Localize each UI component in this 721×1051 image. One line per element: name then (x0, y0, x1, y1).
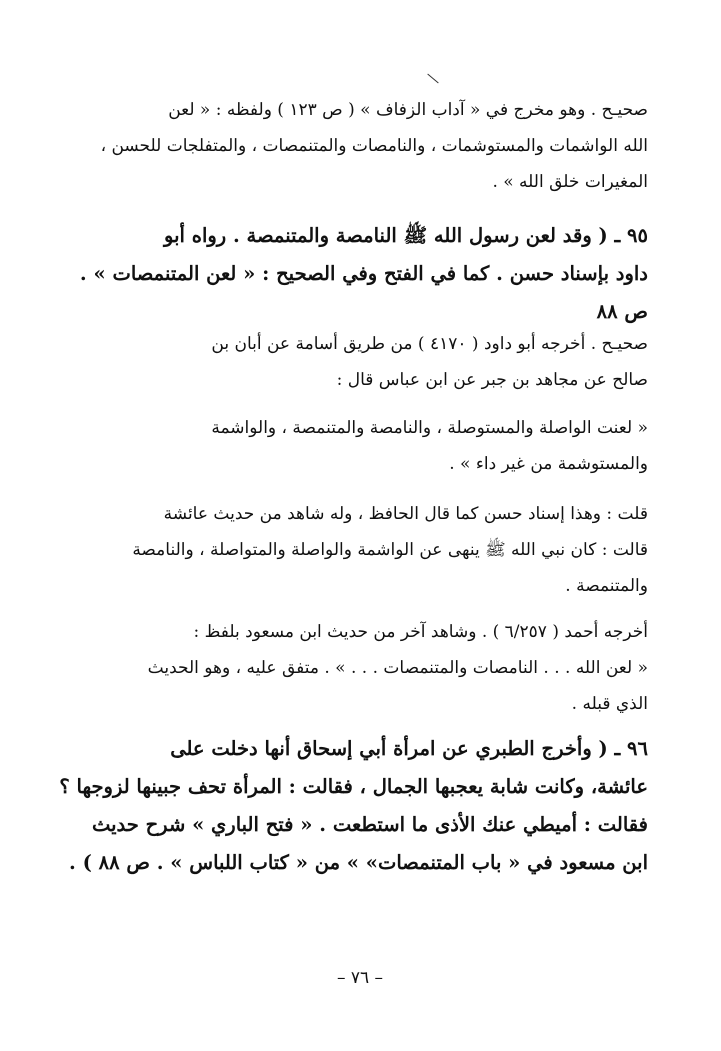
text-line: والمستوشمة من غير داء » . (449, 454, 648, 474)
text-line: قلت : وهذا إسناد حسن كما قال الحافظ ، وله شاهد من حديث عائشة (163, 504, 648, 524)
page-number: – ٧٦ – (336, 968, 384, 988)
text-line: « لعنت الواصلة والمستوصلة ، والنامصة والمتنمصة ، والواشمة (211, 418, 648, 438)
paragraph-hadith-96 (59, 730, 648, 882)
text-line: صالح عن مجاهد بن جبر عن ابن عباس قال : (336, 370, 648, 390)
paragraph-hadith-95 (79, 217, 648, 331)
text-line: ٩٦ ـ ( وأخرج الطبري عن امرأة أبي إسحاق أنها دخلت على (170, 737, 648, 760)
text-line: ص ٨٨ (596, 300, 648, 323)
text-line: فقالت : أميطي عنك الأذى ما استطعت . « فتح الباري » شرح حديث (91, 813, 648, 836)
text-line: ٩٥ ـ ( وقد لعن رسول الله ﷺ النامصة والمتنمصة . رواه أبو (164, 224, 648, 247)
text-line: المغيرات خلق الله » . (492, 172, 648, 192)
text-line: أخرجه أحمد ( ٦/٢٥٧ ) . وشاهد آخر من حديث ابن مسعود بلفظ : (193, 622, 648, 642)
paragraph-commentary-2 (100, 326, 648, 398)
stray-mark (427, 74, 438, 84)
paragraph-commentary-1 (100, 92, 648, 200)
text-line: ابن مسعود في « باب المتنمصات» » من « كتاب اللباس » . ص ٨٨ ) . (69, 851, 648, 874)
text-line: داود بإسناد حسن . كما في الفتح وفي الصحيح : « لعن المتنمصات » . (79, 262, 648, 285)
text-line: والمتنمصة . (565, 576, 648, 596)
paragraph-commentary-4 (100, 614, 648, 722)
text-line: الذي قبله . (571, 694, 648, 714)
paragraph-quote (100, 410, 648, 482)
text-line: قالت : كان نبي الله ﷺ ينهى عن الواشمة والواصلة والمتواصلة ، والنامصة (132, 540, 648, 560)
text-line: صحيـح . وهو مخرج في « آداب الزفاف » ( ص ١٢٣ ) ولفظه : « لعن (168, 100, 648, 120)
text-line: صحيـح . أخرجه أبو داود ( ٤١٧٠ ) من طريق أسامة عن أبان بن (211, 334, 648, 354)
paragraph-commentary-3 (100, 496, 648, 604)
text-line: الله الواشمات والمستوشمات ، والنامصات والمتنمصات ، والمتفلجات للحسن ، (100, 136, 648, 156)
text-line: « لعن الله . . . النامصات والمتنمصات . . . » . متفق عليه ، وهو الحديث (147, 658, 648, 678)
text-line: عائشة، وكانت شابة يعجبها الجمال ، فقالت : المرأة تحف جبينها لزوجها ؟ (59, 775, 648, 798)
